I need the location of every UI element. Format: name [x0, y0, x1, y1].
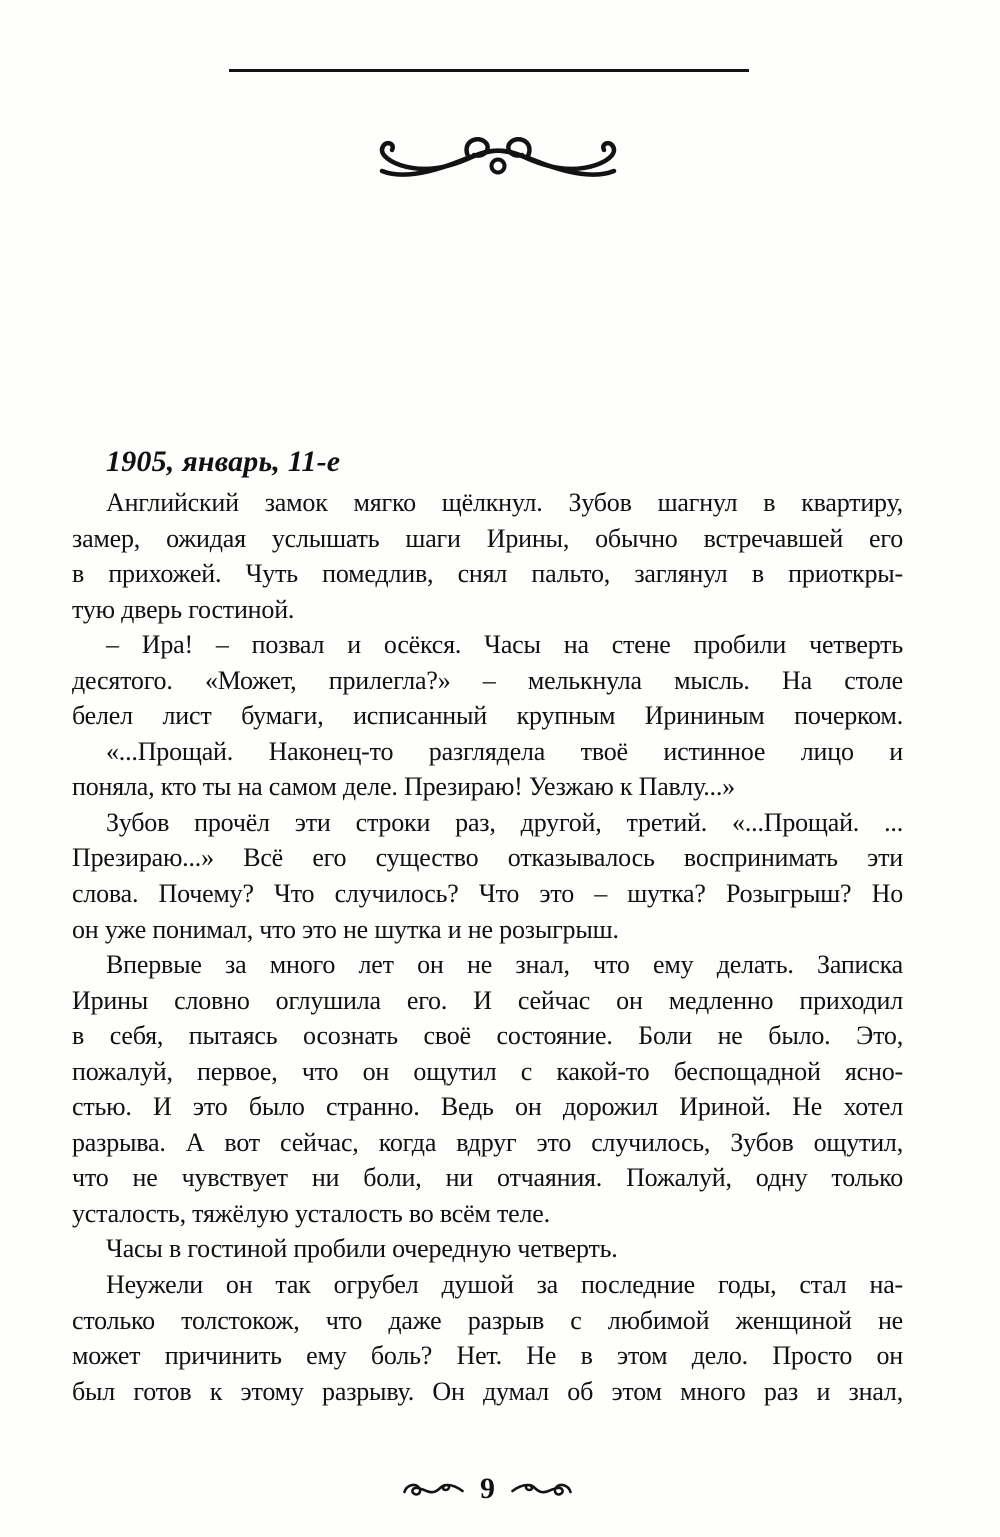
top-rule [229, 69, 749, 72]
text-line: стью. И это было странно. Ведь он дорожил Ириной. Не хотел [72, 1092, 903, 1122]
text-line: он уже понимал, что это не шутка и не розыгрыш. [72, 914, 619, 944]
text-line: десятого. «Может, прилегла?» – мелькнула мысль. На столе [72, 665, 903, 695]
text-line: «...Прощай. Наконец-то разглядела твоё истинное лицо и [106, 736, 903, 766]
text-line: слова. Почему? Что случилось? Что это – шутка? Розыгрыш? Но [72, 879, 903, 909]
text-line: Впервые за много лет он не знал, что ему делать. Записка [106, 950, 903, 980]
text-line: усталость, тяжёлую усталость во всём теле. [72, 1198, 550, 1228]
text-line: Ирины словно оглушила его. И сейчас он медленно приходил [72, 985, 903, 1015]
text-line: замер, ожидая услышать шаги Ирины, обычно встречавшей его [72, 523, 903, 553]
text-line: разрыва. А вот сейчас, когда вдруг это случилось, Зубов ощутил, [72, 1127, 903, 1157]
text-line: был готов к этому разрыву. Он думал об этом много раз и знал, [72, 1376, 903, 1406]
text-line: пожалуй, первое, что он ощутил с какой-то беспощадной ясно- [72, 1056, 903, 1086]
body-text [72, 485, 903, 1409]
text-line: Неужели он так огрубел душой за последние годы, стал на- [106, 1270, 903, 1300]
text-line: Английский замок мягко щёлкнул. Зубов шагнул в квартиру, [106, 488, 903, 517]
footer-swash-right-icon [510, 1479, 573, 1499]
text-line: поняла, кто ты на самом деле. Презираю! Уезжаю к Павлу...» [72, 772, 735, 802]
text-line: в себя, пытаясь осознать своё состояние. Боли не было. Это, [72, 1021, 903, 1051]
page-footer [72, 1472, 903, 1506]
text-line: Презираю...» Всё его существо отказывалось воспринимать эти [72, 843, 903, 873]
text-line: белел лист бумаги, исписанный крупным Ирининым почерком. [72, 701, 903, 731]
text-line: столько толстокож, что даже разрыв с любимой женщиной не [72, 1305, 903, 1335]
text-line: Зубов прочёл эти строки раз, другой, третий. «...Прощай. ... [106, 807, 903, 837]
text-line: может причинить ему боль? Нет. Не в этом дело. Просто он [72, 1341, 903, 1371]
calligraphic-flourish-icon [372, 126, 624, 184]
text-line: в прихожей. Чуть помедлив, снял пальто, заглянул в приоткры- [72, 559, 903, 589]
text-line: тую дверь гостиной. [72, 594, 295, 624]
text-line: – Ира! – позвал и осёкся. Часы на стене пробили четверть [106, 630, 903, 660]
page-number: 9 [480, 1472, 495, 1505]
page-content [72, 443, 903, 1409]
footer-swash-left-icon [402, 1479, 465, 1499]
text-line: Часы в гостиной пробили очередную четверть. [106, 1234, 618, 1264]
text-line: что не чувствует ни боли, ни отчаяния. Пожалуй, одну только [72, 1163, 903, 1193]
chapter-date-heading: 1905, январь, 11-е [106, 445, 341, 478]
